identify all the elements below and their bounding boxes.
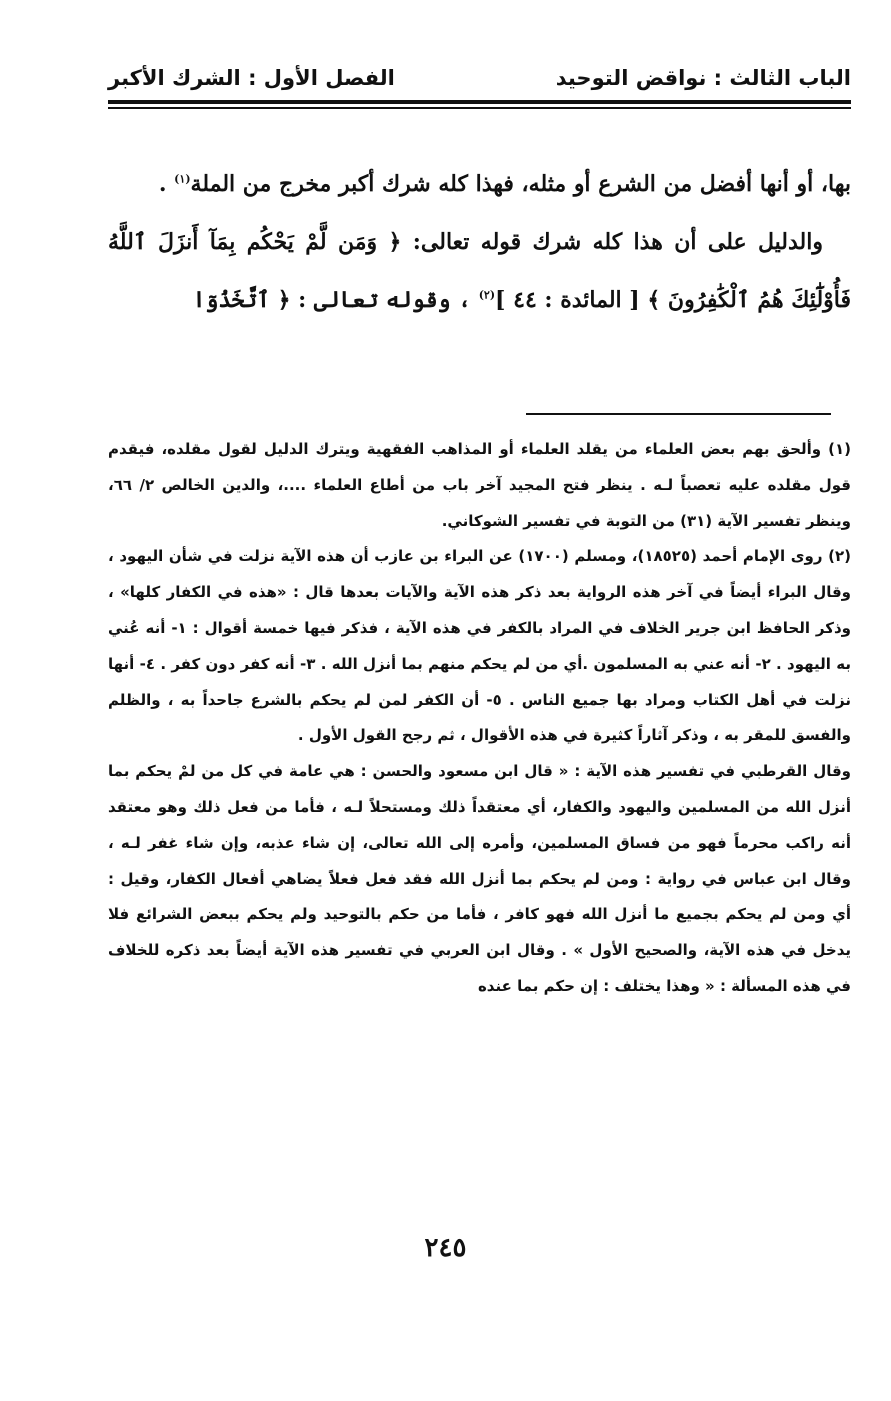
header-rule-thin: [108, 107, 851, 109]
section-title: الفصل الأول : الشرك الأكبر: [108, 66, 395, 90]
footnote-2: (٢) روى الإمام أحمد (١٨٥٢٥)، ومسلم (١٧٠٠) عن البراء بن عازب أن هذه الآية نزلت في شأن اليهود ، وقال البراء أيضاً في آخر هذه الرواية بعد ذكر هذه الآية والآيات بعدها قال : «هذه في الكفار كلها» ، وذكر الحافظ ابن جرير الخلاف في المراد بالكفر في هذه الآية ، فذكر فيها خمسة أقوال : ١- أنه عُني به اليهود . ٢- أنه عني به المسلمون .أي من لم يحكم منهم بما أنزل الله . ٣- أنه كفر دون كفر . ٤- أنها نزلت في أهل الكتاب ومراد بها جميع الناس . ٥- أن الكفر لمن لم يحكم بالشرع جاحداً به ، والظلم والفسق للمقر به ، وذكر آثاراً كثيرة في هذه الأقوال ، ثم رجح القول الأول .: [108, 547, 852, 745]
main-paragraph-1: بها، أو أنها أفضل من الشرع أو مثله، فهذا كله شرك أكبر مخرج من الملة$^{(١)}$ .: [158, 171, 851, 197]
main-paragraph-2: والدليل على أن هذا كله شرك قوله تعالى: ﴿ وَمَن لَّمْ يَحْكُم بِمَآ أَنزَلَ ٱللَّهُ فَأُوْلَٰٓئِكَ هُمُ ٱلْكَٰفِرُونَ ﴾ [ المائدة : ٤٤ ]$^{(٢)}$ ، وقوله تعالى : ﴿ ٱتَّخَذُوٓا: [108, 229, 851, 313]
footnote-ref-1: (١): [174, 172, 191, 186]
page-header: [108, 60, 851, 96]
header-rule-thick: [108, 100, 851, 104]
footnote-ref-2: (٢): [478, 288, 496, 302]
chapter-title: الباب الثالث : نواقض التوحيد: [555, 66, 851, 90]
footnotes: [108, 432, 851, 1005]
footnote-continuation: وقال القرطبي في تفسير هذه الآية : « قال ابن مسعود والحسن : هي عامة في كل من لمْ يحكم بما أنزل الله من المسلمين واليهود والكفار، أي معتقداً ذلك ومستحلاً لـه ، فأما من فعل ذلك وهو معتقد أنه راكب محرماً فهو من فساق المسلمين، وأمره إلى الله تعالى، إن شاء عذبه، وإن شاء غفر لـه ، وقال ابن عباس في رواية : ومن لم يحكم بما أنزل الله فقد فعل فعلاً يضاهي أفعال الكفار، وقيل : أي ومن لم يحكم بجميع ما أنزل الله فهو كافر ، فأما من حكم بالتوحيد ولم يحكم ببعض الشرائع فلا يدخل في هذه الآية، والصحيح الأول » . وقال ابن العربي في تفسير هذه الآية أيضاً بعد ذكره للخلاف في هذه المسألة : « وهذا يختلف : إن حكم بما عنده: [108, 762, 851, 995]
footnote-separator: [526, 413, 831, 415]
footnote-1: (١) وألحق بهم بعض العلماء من يقلد العلماء أو المذاهب الفقهية ويترك الدليل لقول مقلده، فيقدم قول مقلده عليه تعصباً لـه . ينظر فتح المجيد آخر باب من أطاع العلماء ....، والدين الخالص ٢/ ٦٦، وينظر تفسير الآية (٣١) من التوبة في تفسير الشوكاني.: [108, 440, 851, 530]
main-text: [108, 155, 851, 329]
page-number: ٢٤٥: [424, 1233, 467, 1263]
